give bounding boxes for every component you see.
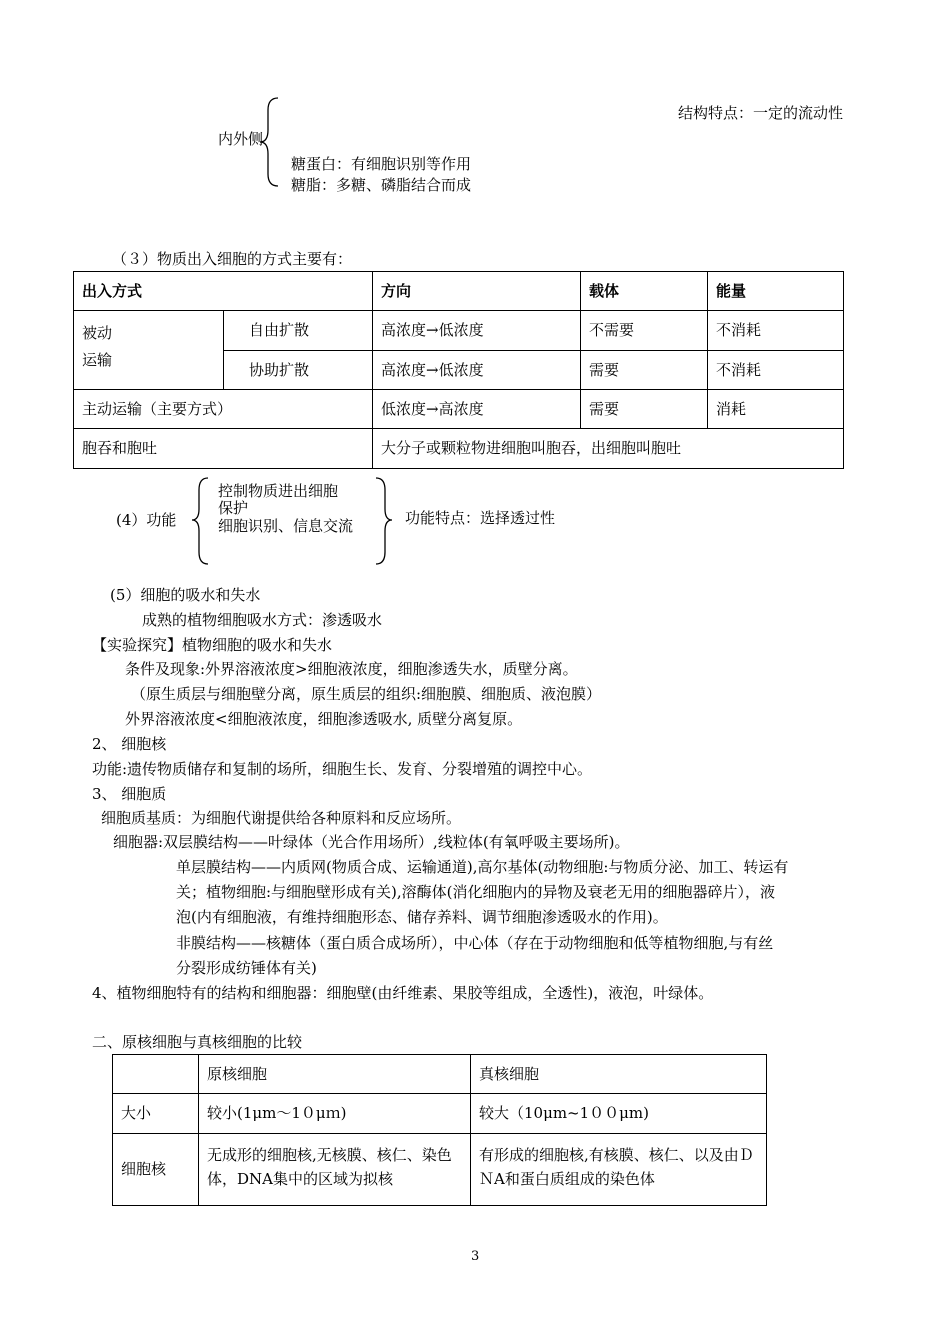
table-cell: 较小(1μm～1０μｍ) (199, 1094, 471, 1133)
text-line: 功能:遗传物质储存和复制的场所，细胞生长、发育、分裂增殖的调控中心。 (92, 760, 593, 778)
table-cell: 胞吞和胞吐 (74, 429, 373, 469)
left-brace-icon (258, 96, 282, 188)
membrane-side-label: 内外侧 (218, 130, 264, 148)
text-line: 4、植物细胞特有的结构和细胞器：细胞壁(由纤维素、果胶等组成，全透性)，液泡，叶绿体。 (92, 984, 714, 1002)
passive-transport-cell (74, 311, 224, 390)
table-cell: 大分子或颗粒物进细胞叫胞吞，出细胞叫胞吐 (373, 429, 844, 469)
function-feature: 功能特点：选择透过性 (405, 509, 556, 527)
text-line: 细胞器:双层膜结构——叶绿体（光合作用场所）,线粒体(有氧呼吸主要场所)。 (113, 833, 630, 851)
text-line: 关；植物细胞:与细胞壁形成有关),溶酶体(消化细胞内的异物及衰老无用的细胞器碎片），液 (176, 883, 776, 901)
text-line: 条件及现象:外界溶液浓度>细胞液浓度，细胞渗透失水，质壁分离。 (125, 660, 578, 678)
text-line: 分裂形成纺锤体有关) (176, 959, 317, 977)
function-label: (4）功能 (116, 511, 177, 529)
structure-feature: 结构特点：一定的流动性 (678, 104, 844, 122)
text-line: 泡(内有细胞液，有维持细胞形态、储存养料、调节细胞渗透吸水的作用)。 (176, 908, 668, 926)
comparison-table (112, 1054, 767, 1206)
text-line: 成熟的植物细胞吸水方式：渗透吸水 (142, 611, 383, 629)
table-cell: 无成形的细胞核,无核膜、核仁、染色体，DNA集中的区域为拟核 (199, 1133, 471, 1205)
passive-label-1: 被动 (82, 324, 113, 343)
left-brace-icon (190, 476, 212, 566)
page-number: 3 (471, 1249, 480, 1264)
table-cell: 细胞核 (113, 1133, 199, 1205)
table-cell: 低浓度→高浓度 (373, 389, 581, 428)
text-line: 2、 细胞核 (92, 735, 167, 753)
header-direction: 方向 (373, 272, 581, 311)
passive-label-2: 运输 (82, 351, 113, 370)
table-cell: 大小 (113, 1094, 199, 1133)
header-mode: 出入方式 (74, 272, 373, 311)
text-line: （原生质层与细胞壁分离，原生质层的组织:细胞膜、细胞质、液泡膜） (131, 685, 602, 703)
glycoprotein-line: 糖蛋白：有细胞识别等作用 (291, 155, 472, 173)
transport-heading: （３）物质出入细胞的方式主要有： (112, 250, 353, 268)
header-energy: 能量 (708, 272, 844, 311)
header-carrier: 载体 (581, 272, 708, 311)
text-line: 非膜结构——核糖体（蛋白质合成场所），中心体（存在于动物细胞和低等植物细胞,与有丝 (176, 934, 774, 952)
table-cell: 不需要 (581, 311, 708, 350)
table-cell: 消耗 (708, 389, 844, 428)
table-cell: 有形成的细胞核,有核膜、核仁、以及由ＤＮA和蛋白质组成的染色体 (471, 1133, 767, 1205)
table-cell: 较大（10μm~1００μm) (471, 1094, 767, 1133)
table-cell: 主动运输（主要方式） (74, 389, 373, 428)
table-cell: 需要 (581, 389, 708, 428)
table-cell: 不消耗 (708, 350, 844, 389)
glycolipid-line: 糖脂：多糖、磷脂结合而成 (291, 176, 472, 194)
table-cell: 自由扩散 (224, 311, 373, 350)
function-item: 细胞识别、信息交流 (218, 517, 354, 535)
right-brace-icon (372, 476, 394, 566)
text-line: 【实验探究】植物细胞的吸水和失水 (92, 636, 333, 654)
table-cell: 真核细胞 (471, 1055, 767, 1094)
table-cell: 需要 (581, 350, 708, 389)
text-line: 外界溶液浓度<细胞液浓度，细胞渗透吸水, 质壁分离复原。 (125, 710, 523, 728)
table-cell: 原核细胞 (199, 1055, 471, 1094)
table-cell (113, 1055, 199, 1094)
text-line: 3、 细胞质 (92, 785, 167, 803)
text-line: 细胞质基质：为细胞代谢提供给各种原料和反应场所。 (101, 809, 462, 827)
transport-table (73, 271, 844, 469)
table-cell: 不消耗 (708, 311, 844, 350)
table-cell: 高浓度→低浓度 (373, 311, 581, 350)
text-line: (5）细胞的吸水和失水 (110, 586, 261, 604)
text-line: 单层膜结构——内质网(物质合成、运输通道),高尔基体(动物细胞:与物质分泌、加工、转运有 (176, 858, 789, 876)
table-cell: 高浓度→低浓度 (373, 350, 581, 389)
function-item: 控制物质进出细胞 (218, 482, 339, 500)
function-item: 保护 (218, 499, 249, 517)
table-cell: 协助扩散 (224, 350, 373, 389)
section-heading: 二、原核细胞与真核细胞的比较 (92, 1033, 303, 1051)
